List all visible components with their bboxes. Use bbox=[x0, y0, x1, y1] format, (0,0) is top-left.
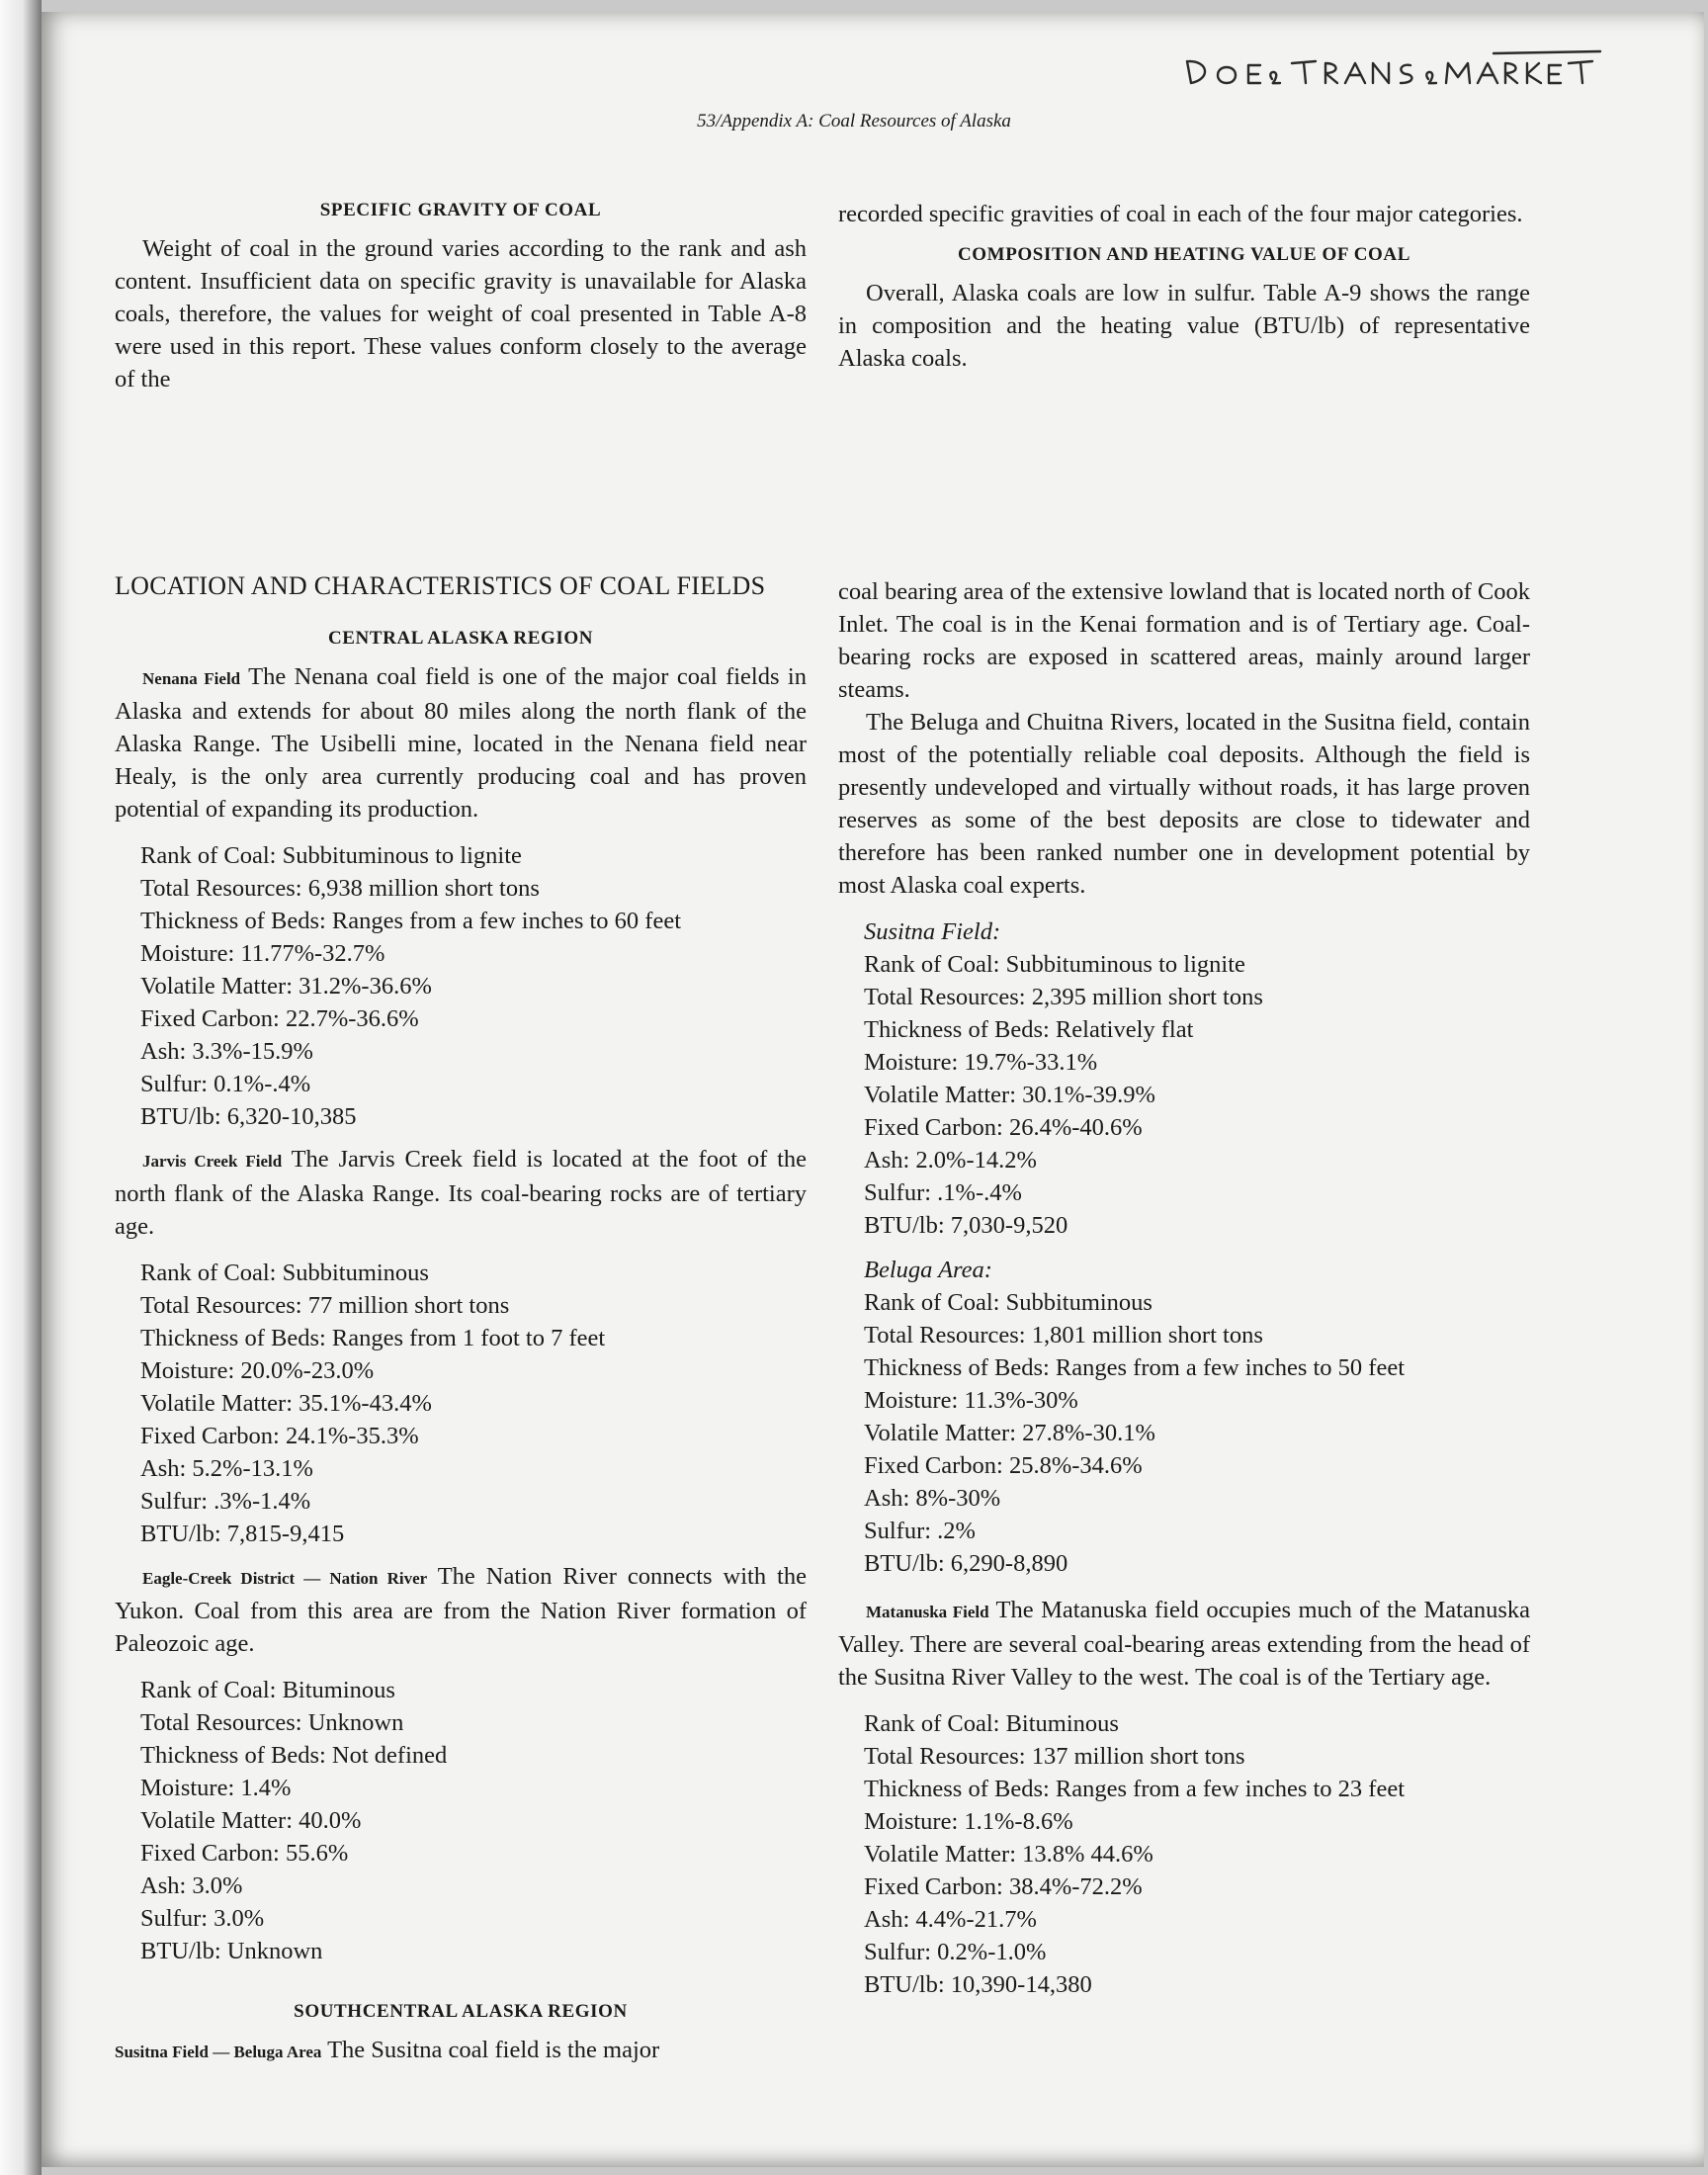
fact-item: Sulfur: .1%-.4% bbox=[864, 1179, 1022, 1206]
paragraph-text: The Nenana coal field is one of the major coal fields in Alaska and extends for about 80 miles along the north flank of the Alaska Range. The Usibelli mine, located in the Nenana field near Healy, is the only area currently producing coal and has proven potential of expanding its production. bbox=[115, 663, 807, 823]
fact-item: Moisture: 1.4% bbox=[140, 1775, 292, 1801]
run-in-label: Jarvis Creek Field bbox=[142, 1152, 283, 1171]
fact-item: Sulfur: 0.1%-.4% bbox=[140, 1071, 311, 1097]
fact-list bbox=[140, 1257, 807, 1550]
fact-item: Rank of Coal: Bituminous bbox=[140, 1677, 395, 1703]
fact-item: Thickness of Beds: Ranges from a few inches to 50 feet bbox=[864, 1354, 1406, 1381]
fact-item: Total Resources: Unknown bbox=[140, 1709, 404, 1736]
fact-item: Ash: 2.0%-14.2% bbox=[864, 1147, 1037, 1174]
fact-item: Rank of Coal: Subbituminous to lignite bbox=[140, 842, 522, 869]
fact-item: Fixed Carbon: 24.1%-35.3% bbox=[140, 1423, 419, 1449]
paragraph-text: The Jarvis Creek field is located at the foot of the north flank of the Alaska Range. Its coal-bearing rocks are of tertiary age. bbox=[115, 1146, 807, 1240]
paragraph: Overall, Alaska coals are low in sulfur. Table A-9 shows the range in composition and the heating value (BTU/lb) of representative Alaska coals. bbox=[838, 280, 1530, 372]
fact-item: Total Resources: 6,938 million short tons bbox=[140, 875, 540, 902]
fact-item: Ash: 5.2%-13.1% bbox=[140, 1455, 313, 1482]
section-title: SPECIFIC GRAVITY OF COAL bbox=[319, 200, 602, 220]
fact-item: Rank of Coal: Subbituminous bbox=[864, 1289, 1153, 1316]
fact-list bbox=[140, 1674, 807, 1967]
fact-item: Rank of Coal: Bituminous bbox=[864, 1710, 1119, 1737]
binding-edge bbox=[0, 0, 42, 2175]
paragraph: coal bearing area of the extensive lowland that is located north of Cook Inlet. The coal is in the Kenai formation and is of Tertiary age. Coal-bearing rocks are exposed in scattered areas, mainly around larger steams. bbox=[838, 578, 1530, 703]
fact-item: Fixed Carbon: 38.4%-72.2% bbox=[864, 1873, 1143, 1900]
fact-item: Total Resources: 137 million short tons bbox=[864, 1743, 1245, 1770]
fact-item: Volatile Matter: 13.8% 44.6% bbox=[864, 1841, 1153, 1868]
fact-item: Fixed Carbon: 55.6% bbox=[140, 1840, 349, 1867]
run-in-label: Susitna Field — Beluga Area bbox=[115, 2043, 322, 2061]
area-title: Susitna Field: bbox=[864, 918, 1001, 945]
fact-item: Rank of Coal: Subbituminous bbox=[140, 1260, 429, 1286]
fact-item: Volatile Matter: 31.2%-36.6% bbox=[140, 973, 432, 1000]
fact-item: Fixed Carbon: 26.4%-40.6% bbox=[864, 1114, 1143, 1141]
fact-item: Moisture: 1.1%-8.6% bbox=[864, 1808, 1073, 1835]
fact-item: Thickness of Beds: Ranges from 1 foot to 7 feet bbox=[140, 1325, 606, 1351]
paragraph bbox=[838, 1594, 1530, 1694]
fact-list bbox=[864, 1707, 1530, 2001]
run-in-label: Eagle-Creek District — Nation River bbox=[142, 1569, 428, 1588]
fact-item: BTU/lb: 7,815-9,415 bbox=[140, 1521, 345, 1547]
fact-item: Ash: 3.0% bbox=[140, 1872, 243, 1899]
area-title: Beluga Area: bbox=[864, 1257, 992, 1283]
fact-item: Thickness of Beds: Ranges from a few inches to 23 feet bbox=[864, 1776, 1406, 1802]
fact-item: Moisture: 11.77%-32.7% bbox=[140, 940, 385, 967]
paragraph bbox=[115, 660, 807, 826]
handwritten-note bbox=[1181, 49, 1606, 99]
main-heading: LOCATION AND CHARACTERISTICS OF COAL FIELDS bbox=[115, 571, 766, 600]
paragraph bbox=[115, 2034, 807, 2068]
fact-item: Ash: 3.3%-15.9% bbox=[140, 1038, 313, 1065]
fact-item: Total Resources: 2,395 million short tons bbox=[864, 984, 1263, 1010]
fact-item: Thickness of Beds: Relatively flat bbox=[864, 1016, 1194, 1043]
fact-item: Volatile Matter: 35.1%-43.4% bbox=[140, 1390, 432, 1417]
fact-item: Moisture: 11.3%-30% bbox=[864, 1387, 1078, 1414]
fact-item: BTU/lb: 10,390-14,380 bbox=[864, 1971, 1092, 1998]
region-heading: SOUTHCENTRAL ALASKA REGION bbox=[294, 2001, 628, 2022]
right-column bbox=[838, 575, 1530, 2011]
fact-item: BTU/lb: 7,030-9,520 bbox=[864, 1212, 1068, 1239]
fact-item: Volatile Matter: 27.8%-30.1% bbox=[864, 1420, 1155, 1446]
fact-item: Total Resources: 77 million short tons bbox=[140, 1292, 510, 1319]
composition-section bbox=[838, 198, 1530, 375]
paragraph-text: The Susitna coal field is the major bbox=[321, 2037, 660, 2063]
left-column bbox=[115, 569, 807, 2068]
run-in-label: Matanuska Field bbox=[866, 1603, 989, 1621]
fact-list bbox=[140, 839, 807, 1133]
specific-gravity-section bbox=[115, 194, 807, 395]
paragraph bbox=[115, 1560, 807, 1660]
fact-item: Volatile Matter: 40.0% bbox=[140, 1807, 362, 1834]
fact-item: Fixed Carbon: 22.7%-36.6% bbox=[140, 1005, 419, 1032]
region-heading: CENTRAL ALASKA REGION bbox=[327, 628, 594, 649]
fact-item: Sulfur: .3%-1.4% bbox=[140, 1488, 311, 1515]
paragraph: The Beluga and Chuitna Rivers, located in the Susitna field, contain most of the potentially reliable coal deposits. Although the field is presently undeveloped and virtually without roads, it has large proven reserves as some of the best deposits are close to tidewater and therefore has been ranked number one in development potential by most Alaska coal experts. bbox=[838, 709, 1530, 899]
fact-item: Ash: 4.4%-21.7% bbox=[864, 1906, 1037, 1933]
paragraph-text: The Matanuska field occupies much of the Matanuska Valley. There are several coal-bearing areas extending from the head of the Susitna River Valley to the west. The coal is of the Tertiary age. bbox=[838, 1597, 1530, 1691]
fact-item: Sulfur: 3.0% bbox=[140, 1905, 265, 1932]
paragraph bbox=[115, 1143, 807, 1243]
fact-item: BTU/lb: 6,320-10,385 bbox=[140, 1103, 357, 1130]
paragraph: Weight of coal in the ground varies according to the rank and ash content. Insufficient data on specific gravity is unavailable for Alaska coals, therefore, the values for weight of coal presented in Table A-8 were used in this report. These values conform closely to the average of the bbox=[115, 235, 807, 392]
paragraph: recorded specific gravities of coal in each of the four major categories. bbox=[838, 201, 1523, 227]
fact-item: Thickness of Beds: Ranges from a few inches to 60 feet bbox=[140, 908, 682, 934]
fact-item: Fixed Carbon: 25.8%-34.6% bbox=[864, 1452, 1143, 1479]
paragraph-text: The Nation River connects with the Yukon. Coal from this area are from the Nation River formation of Paleozoic age. bbox=[115, 1563, 807, 1657]
fact-item: Moisture: 19.7%-33.1% bbox=[864, 1049, 1098, 1076]
fact-list bbox=[864, 915, 1530, 1580]
running-head: 53/Appendix A: Coal Resources of Alaska bbox=[697, 111, 1011, 131]
fact-item: Thickness of Beds: Not defined bbox=[140, 1742, 448, 1769]
fact-item: BTU/lb: 6,290-8,890 bbox=[864, 1550, 1068, 1577]
fact-item: Rank of Coal: Subbituminous to lignite bbox=[864, 951, 1245, 978]
fact-item: Moisture: 20.0%-23.0% bbox=[140, 1357, 375, 1384]
fact-item: Sulfur: 0.2%-1.0% bbox=[864, 1939, 1047, 1965]
fact-item: Volatile Matter: 30.1%-39.9% bbox=[864, 1082, 1155, 1108]
fact-item: Sulfur: .2% bbox=[864, 1518, 976, 1544]
run-in-label: Nenana Field bbox=[142, 669, 241, 688]
fact-item: Ash: 8%-30% bbox=[864, 1485, 1001, 1512]
fact-item: BTU/lb: Unknown bbox=[140, 1938, 323, 1964]
fact-item: Total Resources: 1,801 million short tons bbox=[864, 1322, 1263, 1348]
section-title: COMPOSITION AND HEATING VALUE OF COAL bbox=[957, 244, 1411, 265]
